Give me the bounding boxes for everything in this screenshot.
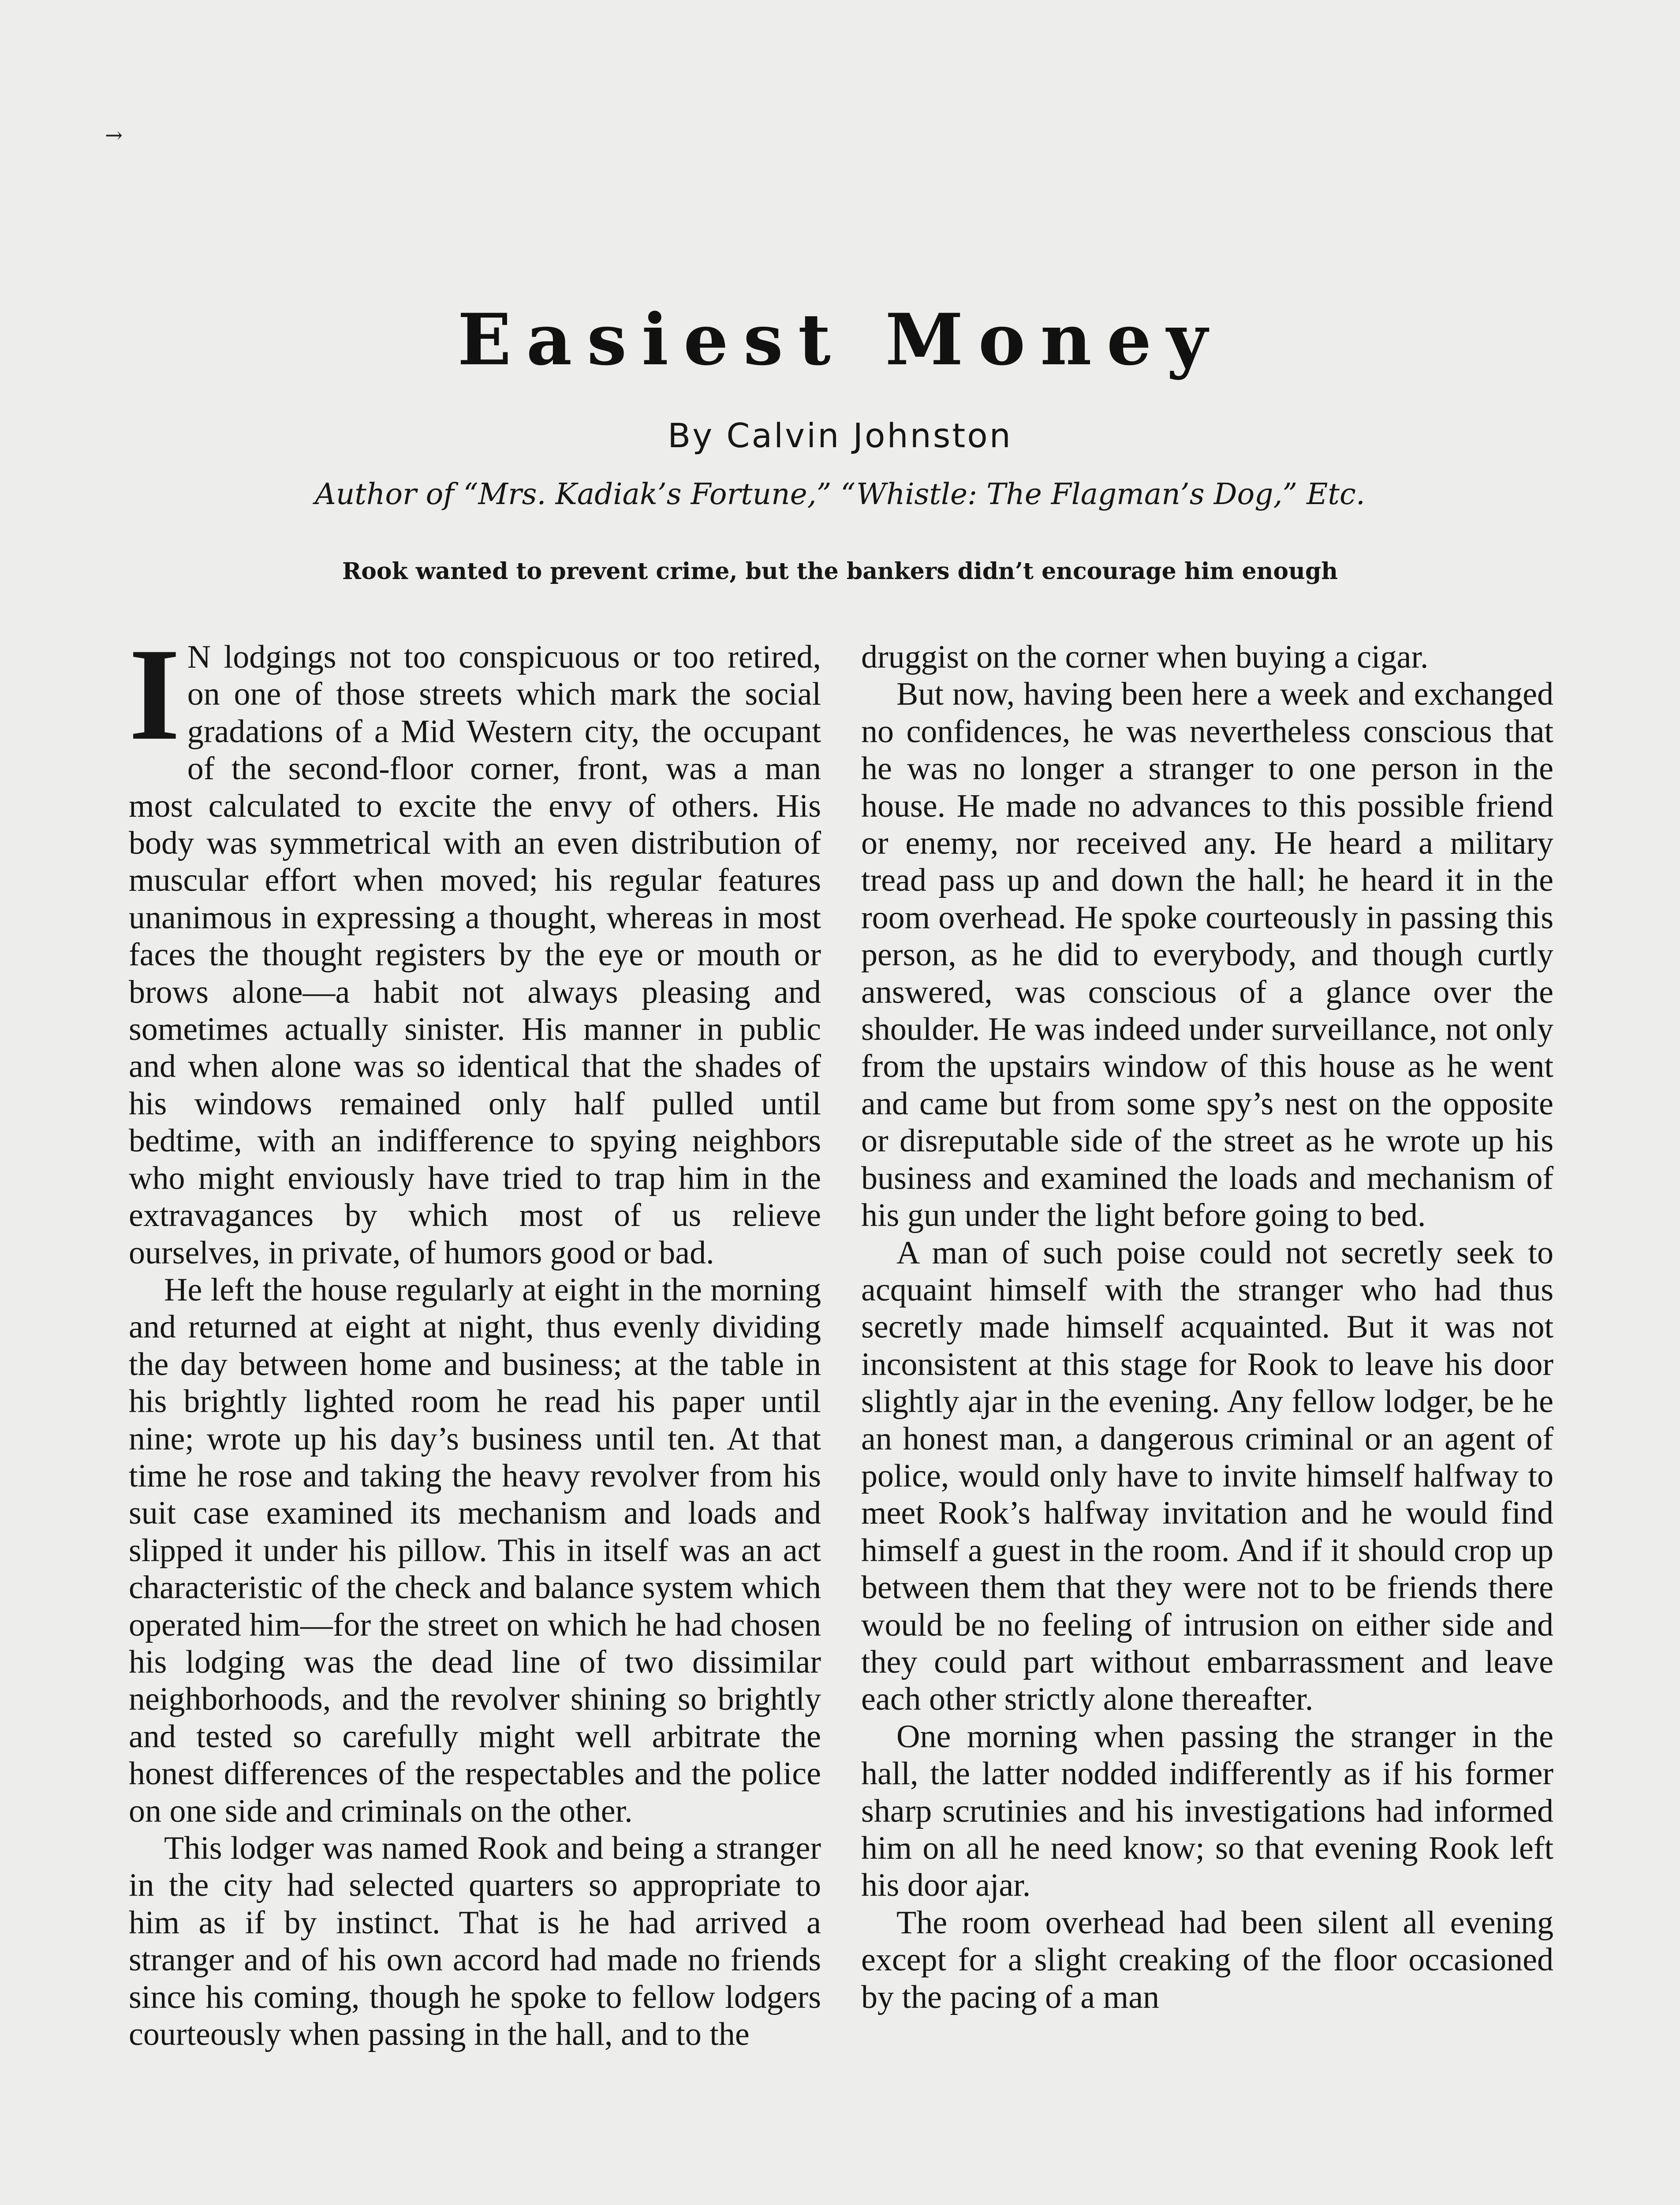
paragraph-4: But now, having been here a week and exchanged no confidences, he was nevertheless conscious that he was no longer a stranger to one person in the house. He made no advances to this possible friend or enemy, nor received any. He heard a military tread pass up and down the hall; he heard it in the room overhead. He spoke courteously in passing this person, as he did to everybody, and though curtly answered, was conscious of a glance over the shoulder. He was indeed under surveillance, not only from the upstairs window of this house as he went and came but from some spy’s nest on the opposite or disreputable side of the street as he wrote up his business and examined the loads and mechanism of his gun under the light before going to bed. <box>861 676 1553 1234</box>
author-credits: Author of “Mrs. Kadiak’s Fortune,” “Whistle: The Flagman’s Dog,” Etc. <box>315 477 1365 511</box>
corner-arrow-mark: → <box>105 123 123 148</box>
paragraph-1-text: N lodgings not too conspicuous or too retired, on one of those streets which mark the social gradations of a Mid Western city, the occupant of the second-floor corner, front, was a man most calculated to excite the envy of others. His body was symmetrical with an even distribution of muscular effort when moved; his regular features unanimous in expressing a thought, whereas in most faces the thought registers by the eye or mouth or brows alone—a habit not always pleasing and sometimes actually sinister. His manner in public and when alone was so identical that the shades of his windows remained only half pulled until bedtime, with an indifference to spying neighbors who might enviously have tried to trap him in the extravagances by which most of us relieve ourselves, in private, of humors good or bad. <box>129 639 821 1271</box>
paragraph-3: This lodger was named Rook and being a stranger in the city had selected quarters so appropriate to him as if by instinct. That is he had arrived a stranger and of his own accord had made no friends since his coming, though he spoke to fellow lodgers courteously when passing in the hall, and to the <box>129 1830 821 2053</box>
author-byline: By Calvin Johnston <box>668 416 1012 455</box>
article-title: Easiest Money <box>457 298 1223 381</box>
paragraph-7: The room overhead had been silent all evening except for a slight creaking of the floor occasioned by the pacing of a man <box>861 1904 1553 2015</box>
text-column-left <box>129 621 821 2053</box>
paragraph-5: A man of such poise could not secretly seek to acquaint himself with the stranger who had thus secretly made himself acquainted. But it was not inconsistent at this stage for Rook to leave his door slightly ajar in the evening. Any fellow lodger, be he an honest man, a dangerous criminal or an agent of police, would only have to invite himself halfway to meet Rook’s halfway invitation and he would find himself a guest in the room. And if it should crop up between them that they were not to be friends there would be no feeling of intrusion on either side and they could part without embarrassment and leave each other strictly alone thereafter. <box>861 1234 1553 1718</box>
text-column-right <box>861 639 1553 2016</box>
article-teaser: Rook wanted to prevent crime, but the bankers didn’t encourage him enough <box>342 558 1338 585</box>
paragraph-1 <box>129 621 821 1271</box>
drop-cap: I <box>129 621 180 767</box>
paragraph-3-continued: druggist on the corner when buying a cigar. <box>861 639 1429 675</box>
paragraph-6: One morning when passing the stranger in the hall, the latter nodded indifferently as if his former sharp scrutinies and his investigations had informed him on all he need know; so that evening Rook left his door ajar. <box>861 1718 1553 1904</box>
paragraph-2: He left the house regularly at eight in the morning and returned at eight at night, thus evenly dividing the day between home and business; at the table in his brightly lighted room he read his paper until nine; wrote up his day’s business until ten. At that time he rose and taking the heavy revolver from his suit case examined its mechanism and loads and slipped it under his pillow. This in itself was an act characteristic of the check and balance system which operated him—for the street on which he had chosen his lodging was the dead line of two dissimilar neighborhoods, and the revolver shining so brightly and tested so carefully might well arbitrate the honest differences of the respectables and the police on one side and criminals on the other. <box>129 1271 821 1829</box>
